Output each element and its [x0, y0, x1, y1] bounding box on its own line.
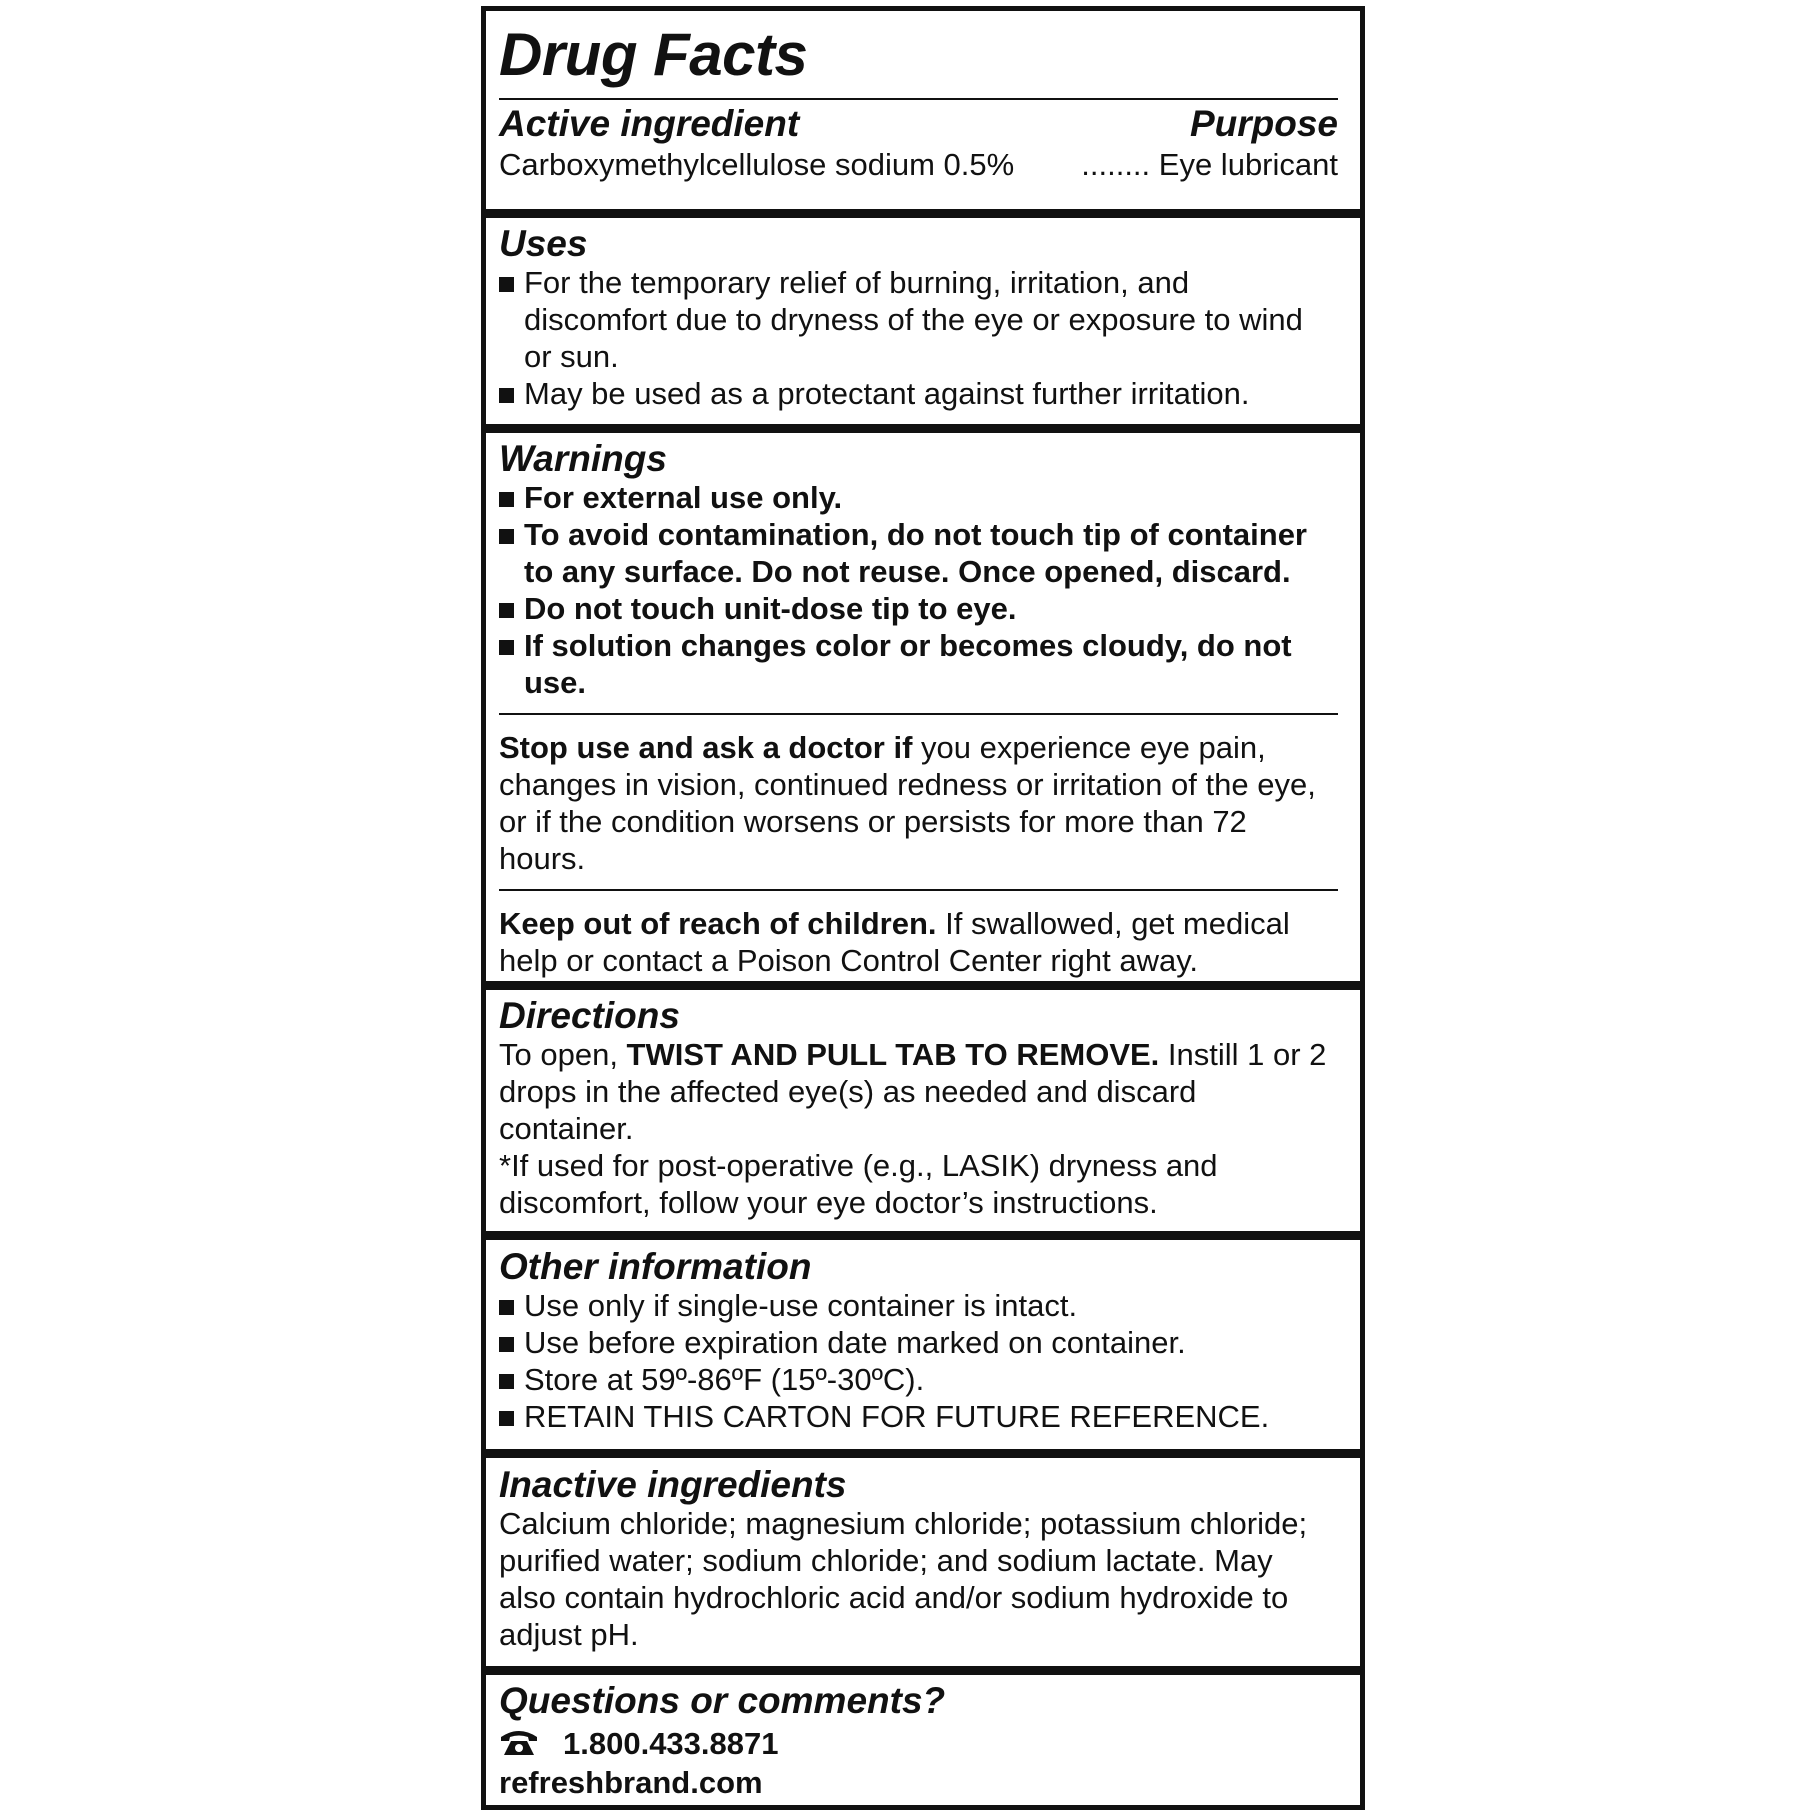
questions-heading: Questions or comments?	[499, 1680, 946, 1721]
inactive-text: Calcium chloride; magnesium chloride; potassium chloride; purified water; sodium chloride; and sodium lactate. May also contain hydrochloric acid and/or sodium hydroxide to adjust pH.	[499, 1505, 1308, 1652]
uses-section	[486, 224, 1360, 412]
list-item: To avoid contamination, do not touch tip of container to any surface. Do not reuse. Once opened, discard.	[499, 516, 1338, 590]
list-item: May be used as a protectant against further irritation.	[499, 375, 1338, 412]
phone-row	[499, 1725, 1338, 1762]
leader-dots: ........	[1081, 146, 1151, 182]
drug-facts-header	[486, 23, 1360, 183]
questions-section	[486, 1681, 1360, 1801]
drug-facts-title: Drug Facts	[499, 21, 808, 88]
keep-out-paragraph: Keep out of reach of children. If swallowed, get medical help or contact a Poison Control Center right away.	[499, 905, 1290, 978]
stop-use-paragraph: Stop use and ask a doctor if you experience eye pain, changes in vision, continued redness or irritation of the eye, or if the condition worsens or persists for more than 72 hours.	[499, 729, 1316, 876]
directions-section	[486, 996, 1360, 1221]
bullet-square-icon	[499, 603, 514, 618]
other-info-heading: Other information	[499, 1246, 812, 1287]
bullet-square-icon	[499, 1411, 514, 1426]
bullet-square-icon	[499, 277, 514, 292]
active-ingredient-name: Carboxymethylcellulose sodium 0.5%	[499, 146, 1015, 182]
directions-text: To open, TWIST AND PULL TAB TO REMOVE. Instill 1 or 2 drops in the affected eye(s) as needed and discard container.	[499, 1036, 1327, 1146]
uses-list	[499, 264, 1338, 412]
other-info-list	[499, 1287, 1338, 1435]
warnings-list	[499, 479, 1338, 701]
list-item: For the temporary relief of burning, irritation, and discomfort due to dryness of the eye or exposure to wind or sun.	[499, 264, 1338, 375]
bullet-square-icon	[499, 1337, 514, 1352]
purpose-heading: Purpose	[1189, 102, 1338, 144]
website-link[interactable]: refreshbrand.com	[499, 1764, 763, 1800]
active-ingredient-heading: Active ingredient	[499, 102, 800, 144]
bullet-square-icon	[499, 1374, 514, 1389]
section-divider	[486, 424, 1360, 433]
bullet-square-icon	[499, 492, 514, 507]
list-item: If solution changes color or becomes cloudy, do not use.	[499, 627, 1338, 701]
warnings-section	[486, 439, 1360, 979]
section-divider	[486, 1231, 1360, 1240]
bullet-square-icon	[499, 388, 514, 403]
other-info-section	[486, 1247, 1360, 1435]
section-divider	[486, 1449, 1360, 1458]
directions-heading: Directions	[499, 995, 680, 1036]
section-divider	[486, 981, 1360, 990]
list-item: Do not touch unit-dose tip to eye.	[499, 590, 1338, 627]
active-ingredient-row	[499, 146, 1338, 183]
title-rule	[499, 98, 1338, 100]
section-divider	[486, 1666, 1360, 1675]
warnings-rule	[499, 889, 1338, 891]
list-item: Use before expiration date marked on container.	[499, 1324, 1338, 1361]
bullet-square-icon	[499, 529, 514, 544]
drug-facts-panel	[481, 6, 1365, 1810]
active-ingredient-purpose: Eye lubricant	[1158, 146, 1338, 182]
post-op-note: *If used for post-operative (e.g., LASIK) dryness and discomfort, follow your eye doctor’s instructions.	[499, 1147, 1218, 1220]
list-item: RETAIN THIS CARTON FOR FUTURE REFERENCE.	[499, 1398, 1338, 1435]
list-item: Store at 59º-86ºF (15º-30ºC).	[499, 1361, 1338, 1398]
list-item: Use only if single-use container is intact.	[499, 1287, 1338, 1324]
uses-heading: Uses	[499, 223, 588, 264]
warnings-heading: Warnings	[499, 438, 667, 479]
warnings-rule	[499, 713, 1338, 715]
telephone-icon	[499, 1728, 539, 1758]
phone-number[interactable]: 1.800.433.8871	[563, 1725, 779, 1761]
inactive-section	[486, 1465, 1360, 1653]
inactive-heading: Inactive ingredients	[499, 1464, 847, 1505]
bullet-square-icon	[499, 1300, 514, 1315]
active-heading-row	[499, 104, 1338, 144]
bullet-square-icon	[499, 640, 514, 655]
section-divider	[486, 209, 1360, 218]
list-item: For external use only.	[499, 479, 1338, 516]
